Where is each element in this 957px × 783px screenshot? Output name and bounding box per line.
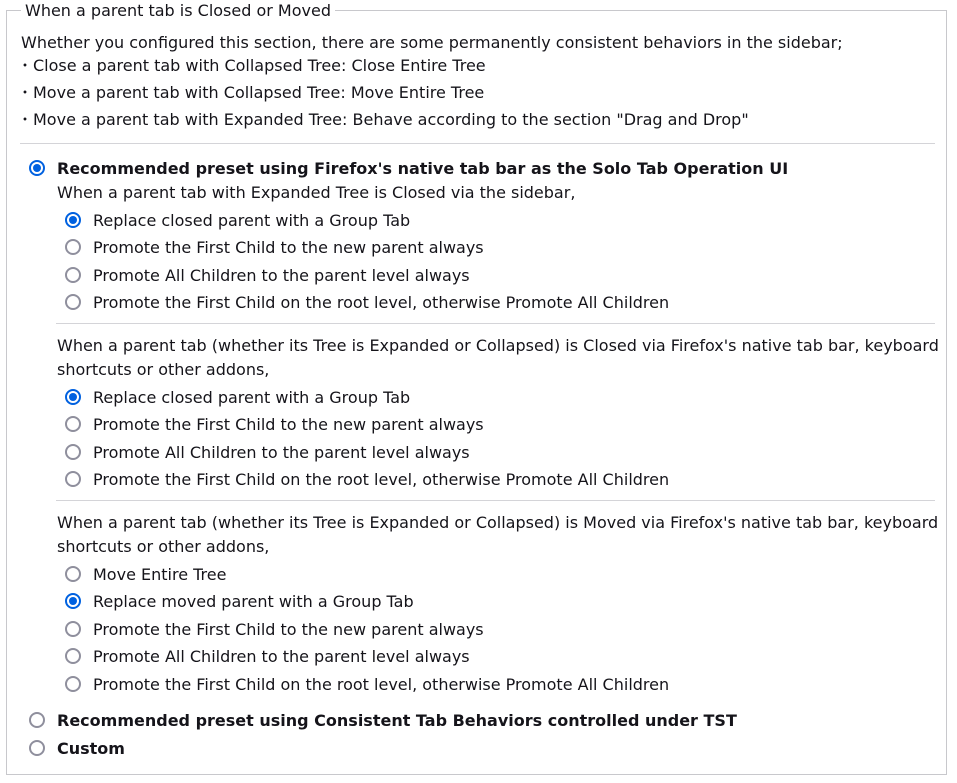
option-label: Replace moved parent with a Group Tab	[93, 591, 414, 611]
group1-option[interactable]	[65, 290, 669, 314]
group3-option[interactable]	[65, 589, 414, 613]
radio-icon	[65, 294, 81, 310]
radio-icon	[65, 621, 81, 637]
group1-option[interactable]	[65, 208, 410, 232]
radio-icon	[65, 267, 81, 283]
group2-option[interactable]	[65, 412, 484, 436]
option-label: Replace closed parent with a Group Tab	[93, 387, 411, 407]
radio-icon	[65, 444, 81, 460]
group2-description: shortcuts or other addons,	[57, 360, 270, 379]
group3-option[interactable]	[65, 562, 226, 586]
preset-native-label: Recommended preset using Firefox's native tab bar as the Solo Tab Operation UI	[57, 158, 789, 178]
group1-option[interactable]	[65, 263, 470, 287]
preset-tst-radio[interactable]	[29, 708, 737, 732]
radio-selected-icon	[65, 389, 81, 405]
preset-native-radio[interactable]	[29, 156, 788, 180]
radio-selected-icon	[29, 160, 45, 176]
divider	[56, 323, 935, 324]
radio-icon	[29, 712, 45, 728]
option-label: Move Entire Tree	[93, 564, 227, 584]
option-label: Promote All Children to the parent level always	[93, 442, 470, 462]
option-label: Promote the First Child on the root level, otherwise Promote All Children	[93, 469, 670, 489]
group3-option[interactable]	[65, 672, 669, 696]
option-label: Replace closed parent with a Group Tab	[93, 210, 411, 230]
radio-icon	[65, 676, 81, 692]
option-label: Promote the First Child on the root level, otherwise Promote All Children	[93, 674, 670, 694]
custom-radio[interactable]	[29, 736, 125, 760]
section-legend: When a parent tab is Closed or Moved	[21, 0, 335, 22]
option-label: Promote the First Child on the root level, otherwise Promote All Children	[93, 292, 670, 312]
radio-selected-icon	[65, 212, 81, 228]
group3-description: When a parent tab (whether its Tree is Expanded or Collapsed) is Moved via Firefox's native tab bar, keyboard	[57, 513, 939, 532]
radio-icon	[65, 566, 81, 582]
intro-bullet: ・Close a parent tab with Collapsed Tree: Close Entire Tree	[17, 56, 486, 75]
radio-icon	[65, 648, 81, 664]
group1-description: When a parent tab with Expanded Tree is Closed via the sidebar,	[57, 183, 576, 202]
group2-option[interactable]	[65, 467, 669, 491]
preset-tst-label: Recommended preset using Consistent Tab Behaviors controlled under TST	[57, 710, 737, 730]
divider	[56, 500, 935, 501]
radio-selected-icon	[65, 593, 81, 609]
intro-text: Whether you configured this section, there are some permanently consistent behaviors in the sidebar;	[21, 33, 843, 52]
option-label: Promote All Children to the parent level always	[93, 646, 470, 666]
intro-bullet: ・Move a parent tab with Expanded Tree: Behave according to the section "Drag and Drop"	[17, 110, 749, 129]
divider	[20, 143, 935, 144]
option-label: Promote the First Child to the new parent always	[93, 619, 484, 639]
group3-option[interactable]	[65, 644, 470, 668]
group2-option[interactable]	[65, 440, 470, 464]
radio-icon	[65, 416, 81, 432]
custom-label: Custom	[57, 738, 125, 758]
group2-option[interactable]	[65, 385, 410, 409]
option-label: Promote the First Child to the new parent always	[93, 414, 484, 434]
radio-icon	[29, 740, 45, 756]
radio-icon	[65, 471, 81, 487]
group1-option[interactable]	[65, 235, 484, 259]
radio-icon	[65, 239, 81, 255]
group3-option[interactable]	[65, 617, 484, 641]
group2-description: When a parent tab (whether its Tree is Expanded or Collapsed) is Closed via Firefox's native tab bar, keyboard	[57, 336, 939, 355]
intro-bullet: ・Move a parent tab with Collapsed Tree: Move Entire Tree	[17, 83, 485, 102]
option-label: Promote the First Child to the new parent always	[93, 237, 484, 257]
group3-description: shortcuts or other addons,	[57, 537, 270, 556]
option-label: Promote All Children to the parent level always	[93, 265, 470, 285]
